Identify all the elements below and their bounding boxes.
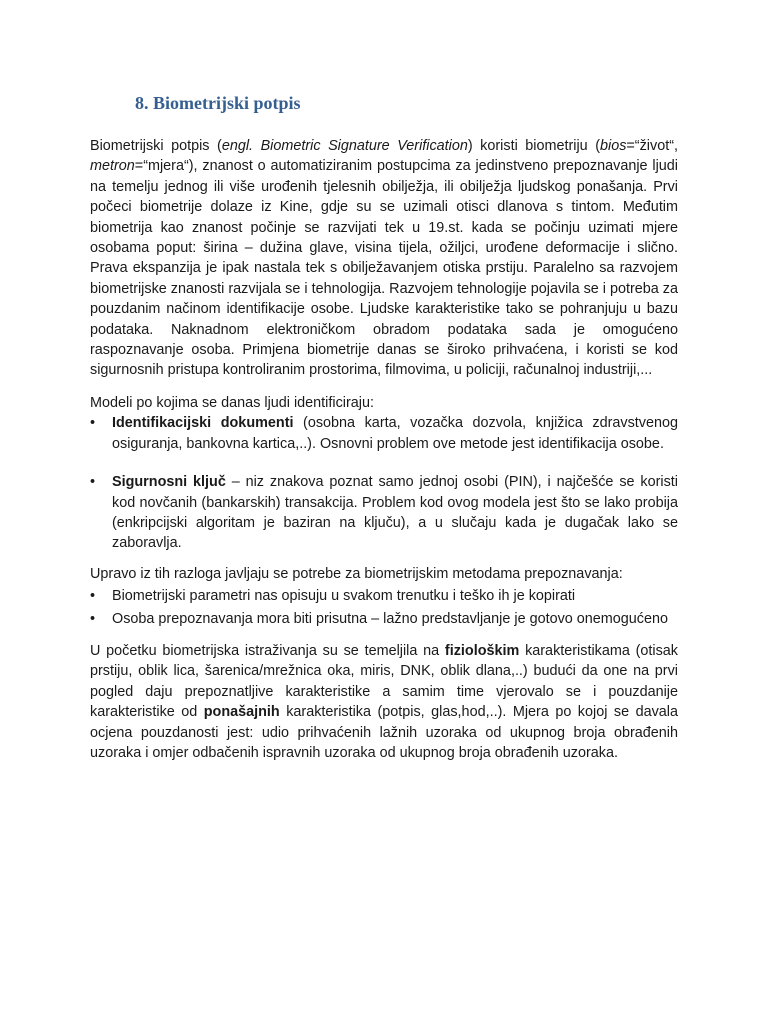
document-page — [90, 90, 678, 763]
para1-text-1: Biometrijski potpis ( — [90, 138, 222, 154]
bullet-icon: • — [90, 415, 96, 432]
intro-paragraph — [90, 136, 678, 381]
reason-text: Osoba prepoznavanja mora biti prisutna – lažno predstavljanje je gotovo onemogućeno — [112, 610, 668, 627]
list-item — [90, 413, 678, 454]
section-heading: 8. Biometrijski potpis — [135, 93, 301, 113]
reasons-list — [90, 586, 678, 629]
para1-metron-term: metron — [90, 158, 135, 175]
last-text-3: karakteristika (potpis, glas,hod,..). Mjera po kojoj se davala ocjena pouzdanosti jest: udio prihvaćenih lažnih uzoraka od ukupnog broja obrađenih uzoraka i omjer odbačenih ispravnih uzoraka od ukupnog broja obrađenih uzoraka. — [90, 704, 678, 761]
reason-text: Biometrijski parametri nas opisuju u svakom trenutku i teško ih je kopirati — [112, 588, 576, 605]
model-term: Sigurnosni ključ — [112, 474, 226, 491]
model-text: (osobna karta, vozačka dozvola, knjižica zdravstvenog osiguranja, bankovna kartica,..). Osnovni problem ove metode jest identifikacija osobe. — [112, 415, 678, 452]
list-item — [90, 609, 678, 629]
last-text-2: karakteristikama (otisak prstiju, oblik lica, šarenica/mrežnica oka, miris, DNK, oblik dlana,..) budući da one na prvi pogled daju prepoznatljive karakteristike a samim time vjerovalo se i pouzdanije karakteristike od — [90, 642, 678, 721]
last-bold-2: ponašajnih — [203, 704, 280, 721]
list-item — [90, 472, 678, 554]
models-list — [90, 413, 678, 553]
reasons-intro: Upravo iz tih razloga javljaju se potrebe za biometrijskim metodama prepoznavanja: — [90, 565, 623, 582]
last-text-1: U početku biometrijska istraživanja su se temeljila na — [90, 642, 445, 659]
para1-engl-term: engl. Biometric Signature Verification — [221, 138, 468, 154]
model-text: – niz znakova poznat samo jednoj osobi (PIN), i najčešće se koristi kod novčanih (bankarskih) transakcija. Problem kod ovog modela jest što se lako probija (enkripcijski algoritam je baziran na ključu), a u slučaju kada je dugačak lako se zaboravlja. — [112, 474, 678, 552]
para1-text-4: =“mjera“), znanost o automatiziranim postupcima za jedinstveno prepoznavanje ljudi na temelju jednog ili više urođenih tjelesnih obilježja, ili obilježja ljudskog ponašanja. Prvi počeci biometrije dolaze iz Kine, gdje su se uzimali otisci dlanova s tintom. Međutim biometrija kao znanost počinje se razvijati tek u 19.st. kada se počinju uzimati mjere osobama poput: širina – dužina glave, visina tijela, ožiljci, urođene deformacije i slično. Prava ekspanzija je ipak nastala tek s obilježavanjem otiska prstiju. Paralelno sa razvojem biometrijske znanosti razvijala se i tehnologija. Razvojem tehnologije pojavila se i potreba za pouzdanim načinom identifikacije osobe. Ljudske karakteristike tako se pohranjuju u bazu podataka. Naknadnom elektroničkom obradom podataka sada je omogućeno raspoznavanje osoba. Primjena biometrije danas se široko prihvaćena, i koristi se kod sigurnosnih pristupa kontroliranim prostorima, filmovima, u policiji, računalnoj industriji,... — [90, 158, 678, 379]
bullet-icon: • — [90, 610, 96, 627]
last-bold-1: fiziološkim — [444, 642, 520, 659]
list-item — [90, 586, 678, 606]
para1-text-3: =“život“, — [626, 138, 678, 154]
bullet-icon: • — [90, 588, 96, 605]
closing-paragraph — [90, 641, 678, 763]
models-intro: Modeli po kojima se danas ljudi identificiraju: — [90, 394, 374, 411]
para1-bios-term: bios — [600, 138, 627, 154]
bullet-icon: • — [90, 474, 96, 491]
para1-text-2: ) koristi biometriju ( — [467, 138, 600, 154]
model-term: Identifikacijski dokumenti — [112, 415, 294, 432]
